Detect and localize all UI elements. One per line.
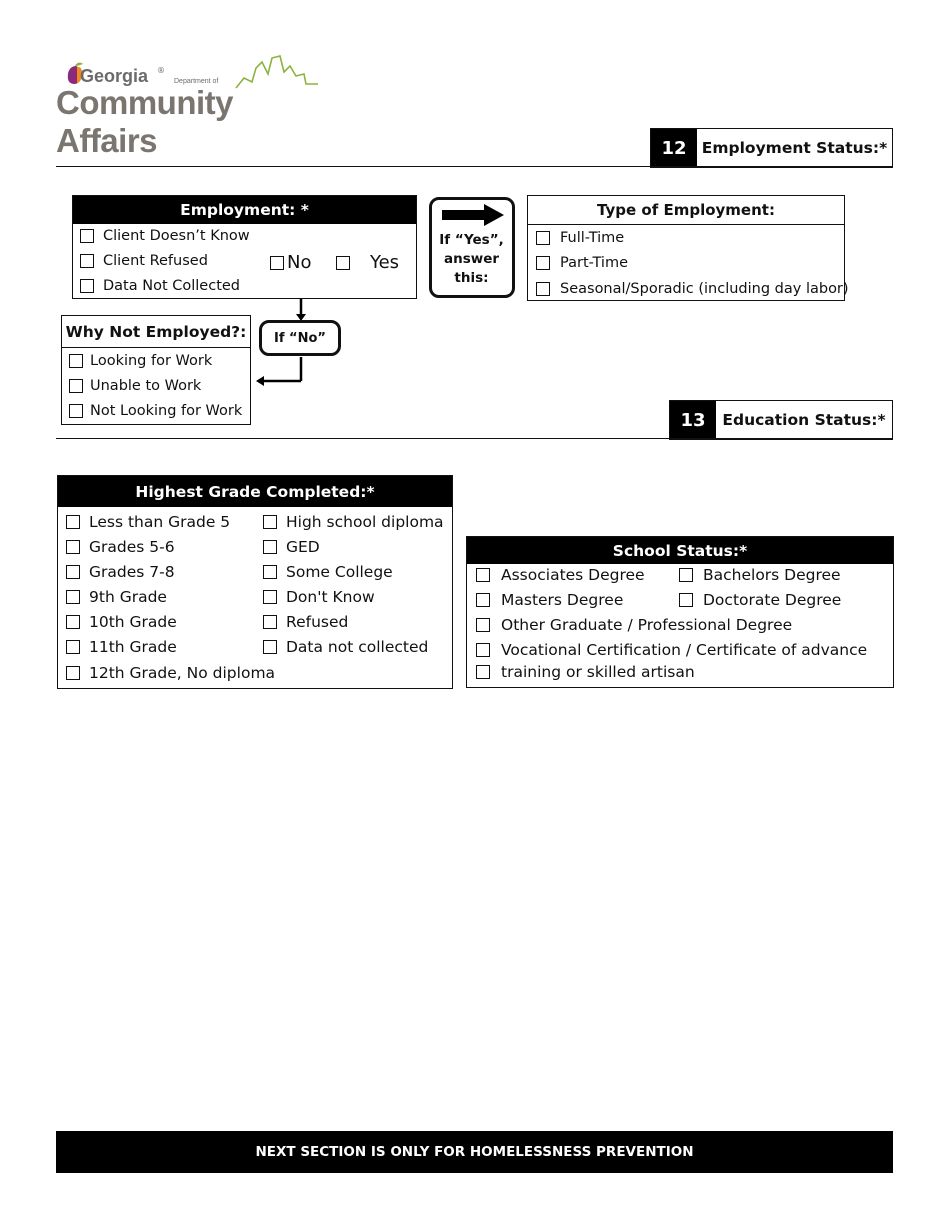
logo-department: Department of <box>174 78 219 85</box>
why-not-employed-title: Why Not Employed?: <box>62 316 250 348</box>
grade-option[interactable]: Data not collected <box>263 638 428 656</box>
logo-georgia: Georgia <box>80 66 149 86</box>
arrow-right-icon <box>440 203 506 227</box>
if-no-text: If “No” <box>274 330 326 346</box>
checkbox[interactable] <box>80 279 94 293</box>
checkbox[interactable] <box>69 379 83 393</box>
logo-registered: ® <box>157 66 165 75</box>
school-status-title: School Status:* <box>467 537 893 564</box>
checkbox[interactable] <box>66 540 80 554</box>
school-option-vocational-cont[interactable]: training or skilled artisan <box>476 663 695 681</box>
checkbox[interactable] <box>679 593 693 607</box>
checkbox[interactable] <box>263 590 277 604</box>
grade-option[interactable]: Grades 7-8 <box>66 563 175 581</box>
if-no-callout <box>259 320 341 356</box>
grade-option[interactable]: High school diploma <box>263 513 444 531</box>
option-seasonal[interactable]: Seasonal/Sporadic (including day labor) <box>536 281 849 297</box>
option-data-not-collected[interactable]: Data Not Collected <box>80 278 240 294</box>
checkbox[interactable] <box>263 565 277 579</box>
grade-option[interactable]: 12th Grade, No diploma <box>66 664 275 682</box>
checkbox[interactable] <box>536 231 550 245</box>
school-option[interactable]: Other Graduate / Professional Degree <box>476 616 792 634</box>
checkbox[interactable] <box>66 590 80 604</box>
grade-option[interactable]: Grades 5-6 <box>66 538 175 556</box>
grade-option[interactable]: Some College <box>263 563 393 581</box>
highest-grade-box <box>57 475 453 689</box>
section-12-header <box>650 128 893 168</box>
checkbox[interactable] <box>476 593 490 607</box>
checkbox[interactable] <box>476 665 490 679</box>
why-not-employed-box <box>61 315 251 425</box>
checkbox[interactable] <box>263 515 277 529</box>
if-yes-callout <box>429 197 515 298</box>
grade-option[interactable]: Refused <box>263 613 348 631</box>
section-title: Education Status:* <box>722 411 886 429</box>
checkbox[interactable] <box>536 256 550 270</box>
checkbox[interactable] <box>476 568 490 582</box>
checkbox[interactable] <box>66 515 80 529</box>
checkbox[interactable] <box>80 254 94 268</box>
school-status-box <box>466 536 894 688</box>
section-title: Employment Status:* <box>701 139 888 157</box>
highest-grade-title: Highest Grade Completed:* <box>58 476 452 507</box>
banner-text: NEXT SECTION IS ONLY FOR HOMELESSNESS PREVENTION <box>255 1144 694 1160</box>
checkbox[interactable] <box>476 618 490 632</box>
option-yes[interactable]: Yes <box>336 252 399 273</box>
school-option[interactable]: Associates Degree <box>476 566 645 584</box>
checkbox[interactable] <box>66 565 80 579</box>
type-of-employment-title: Type of Employment: <box>528 196 844 225</box>
employment-box <box>72 195 417 299</box>
if-yes-text: If “Yes”, answer this: <box>439 232 504 286</box>
option-unable-to-work[interactable]: Unable to Work <box>69 378 201 394</box>
checkbox[interactable] <box>336 256 350 270</box>
section-number: 12 <box>651 129 697 167</box>
grade-option[interactable]: 9th Grade <box>66 588 167 606</box>
grade-option[interactable]: GED <box>263 538 320 556</box>
checkbox[interactable] <box>263 540 277 554</box>
grade-option[interactable]: Don't Know <box>263 588 375 606</box>
arrow-left-icon <box>256 376 264 386</box>
option-part-time[interactable]: Part-Time <box>536 255 628 271</box>
option-client-refused[interactable]: Client Refused <box>80 253 208 269</box>
checkbox[interactable] <box>66 640 80 654</box>
next-section-banner <box>56 1131 893 1173</box>
option-full-time[interactable]: Full-Time <box>536 230 624 246</box>
georgia-dca-logo <box>56 54 326 159</box>
section-divider <box>56 166 893 167</box>
checkbox[interactable] <box>679 568 693 582</box>
checkbox[interactable] <box>536 282 550 296</box>
section-divider <box>56 438 893 439</box>
school-option[interactable]: Masters Degree <box>476 591 623 609</box>
option-client-doesnt-know[interactable]: Client Doesn’t Know <box>80 228 250 244</box>
checkbox[interactable] <box>263 615 277 629</box>
checkbox[interactable] <box>80 229 94 243</box>
checkbox[interactable] <box>66 615 80 629</box>
checkbox[interactable] <box>270 256 284 270</box>
checkbox[interactable] <box>66 666 80 680</box>
type-of-employment-box <box>527 195 849 301</box>
section-number: 13 <box>670 401 716 439</box>
section-13-header <box>669 400 893 440</box>
option-not-looking-for-work[interactable]: Not Looking for Work <box>69 403 242 419</box>
grade-option[interactable]: 11th Grade <box>66 638 177 656</box>
logo-community-affairs: Community Affairs <box>56 84 233 159</box>
school-option[interactable]: Bachelors Degree <box>679 566 841 584</box>
school-option-vocational[interactable]: Vocational Certification / Certificate of advance <box>476 641 867 659</box>
checkbox[interactable] <box>69 404 83 418</box>
checkbox[interactable] <box>69 354 83 368</box>
checkbox[interactable] <box>263 640 277 654</box>
option-looking-for-work[interactable]: Looking for Work <box>69 353 212 369</box>
option-no[interactable]: No <box>270 252 311 273</box>
employment-title: Employment: * <box>73 196 416 224</box>
school-option[interactable]: Doctorate Degree <box>679 591 841 609</box>
grade-option[interactable]: 10th Grade <box>66 613 177 631</box>
checkbox[interactable] <box>476 643 490 657</box>
grade-option[interactable]: Less than Grade 5 <box>66 513 230 531</box>
